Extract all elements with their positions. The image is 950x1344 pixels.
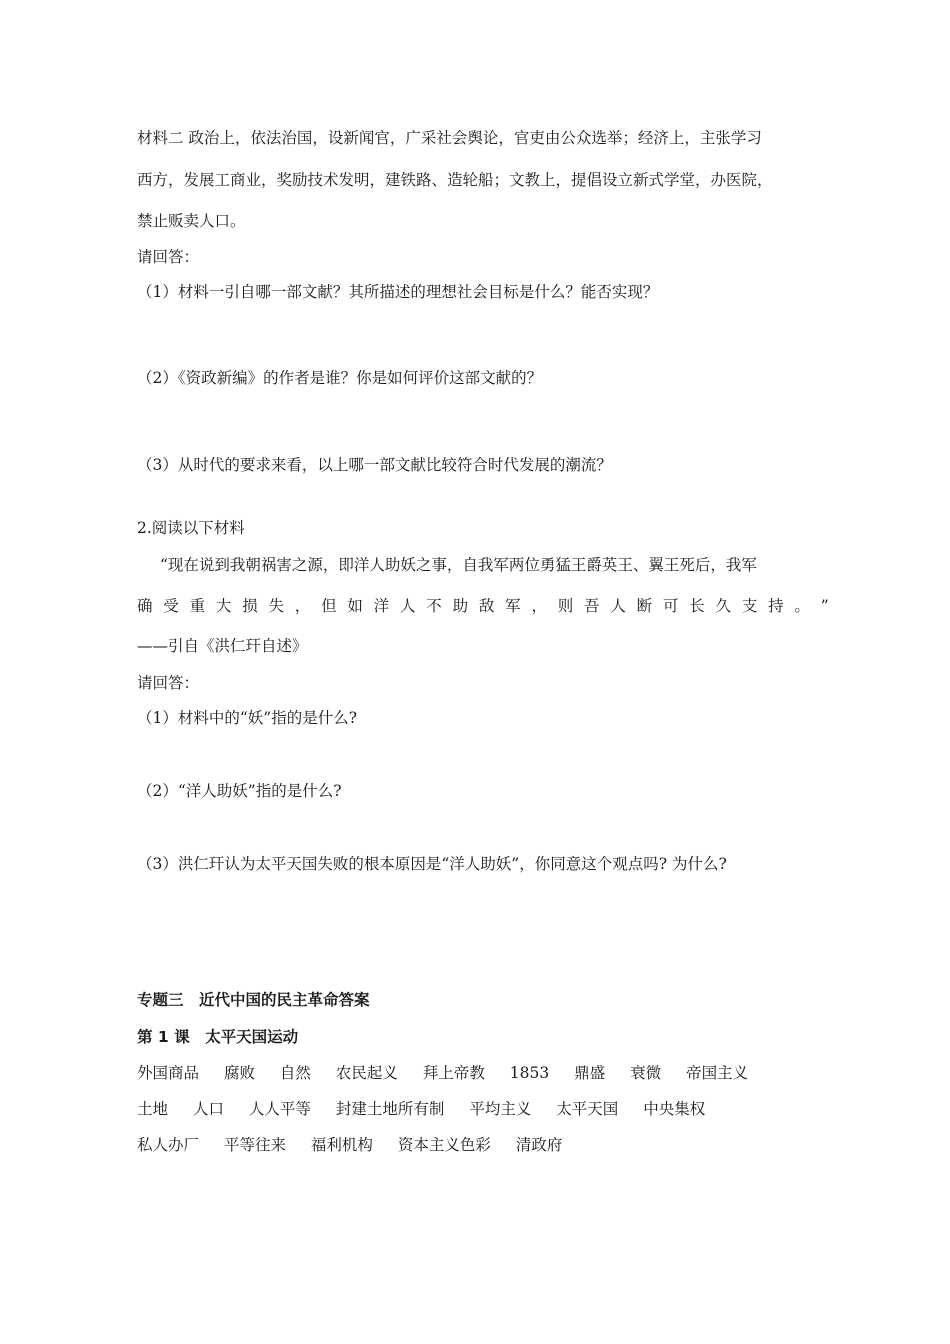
answer-word: 1853: [509, 1064, 550, 1082]
quote-char: 长: [689, 597, 705, 615]
answer-prompt: 请回答：: [137, 248, 200, 266]
answer-word: 外国商品: [137, 1064, 200, 1082]
answer-word: 福利机构: [310, 1136, 373, 1154]
quote-char: 可: [662, 597, 679, 615]
answers-title: 专题三 近代中国的民主革命答案: [137, 991, 370, 1009]
quote-char: 久: [715, 597, 732, 615]
quote-line-justified: [137, 596, 829, 616]
quote-char: 人: [610, 597, 626, 615]
answer-row: [137, 1063, 748, 1083]
answer-prompt: 请回答：: [137, 674, 200, 692]
question-item: （3）洪仁玕认为太平天国失败的根本原因是“洋人助妖”，你同意这个观点吗? 为什么?: [137, 855, 727, 873]
answer-word: 腐败: [223, 1064, 255, 1082]
quote-char: ，: [531, 597, 547, 615]
material2-line: 材料二 政治上，依法治国，设新闻官，广采社会舆论，官吏由公众选举；经济上，主张学习: [137, 129, 762, 147]
quote-char: 断: [636, 597, 653, 615]
answer-word: 清政府: [515, 1136, 563, 1154]
quote-char: 支: [741, 597, 758, 615]
answer-row: [137, 1135, 562, 1155]
answer-word: 自然: [279, 1064, 311, 1082]
answer-word: 平等往来: [223, 1136, 286, 1154]
quote-char: 大: [215, 597, 232, 615]
quote-char: 持: [768, 597, 784, 615]
question-item: （1）材料一引自哪一部文献？其所描述的理想社会目标是什么？能否实现？: [137, 283, 659, 301]
answer-row: [137, 1099, 705, 1119]
answer-word: 鼎盛: [574, 1064, 606, 1082]
answer-word: 封建土地所有制: [335, 1100, 445, 1118]
answer-word: 人口: [192, 1100, 224, 1118]
quote-char: 不: [426, 597, 442, 615]
quote-char: 如: [347, 597, 363, 615]
question-item: （2）《资政新编》的作者是谁？你是如何评价这部文献的？: [137, 369, 543, 387]
answer-word: 土地: [137, 1100, 169, 1118]
answer-word: 帝国主义: [686, 1064, 749, 1082]
quote-char: 则: [557, 597, 574, 615]
quote-char: 吾: [584, 597, 600, 615]
answer-word: 平均主义: [469, 1100, 532, 1118]
question-item: （3）从时代的要求来看，以上哪一部文献比较符合时代发展的潮流？: [137, 456, 612, 474]
quote-char: 洋: [373, 597, 390, 615]
answer-word: 农民起义: [335, 1064, 398, 1082]
material2-line: 西方，发展工商业，奖励技术发明，建铁路、造轮船；文教上，提倡设立新式学堂，办医院，: [137, 171, 773, 189]
quote-char: 受: [163, 597, 179, 615]
quote-char: ，: [294, 597, 311, 615]
quote-char: 损: [242, 597, 258, 615]
material2-line: 禁止贩卖人口。: [137, 212, 246, 230]
section-heading: 2.阅读以下材料: [137, 519, 245, 537]
quote-char: 敌: [478, 597, 495, 615]
question-item: （1）材料中的“妖”指的是什么?: [137, 709, 358, 727]
question-item: （2）“洋人助妖”指的是什么?: [137, 782, 342, 800]
lesson-title: 第 1 课 太平天国运动: [137, 1028, 299, 1046]
quote-char: 但: [321, 597, 337, 615]
answer-word: 衰微: [630, 1064, 662, 1082]
quote-char: 失: [268, 597, 284, 615]
quote-char: 人: [399, 597, 416, 615]
quote-char: ”: [820, 597, 829, 615]
quote-line: “现在说到我朝祸害之源，即洋人助妖之事，自我军两位勇猛王爵英王、翼王死后，我军: [160, 556, 757, 574]
answer-word: 人人平等: [248, 1100, 311, 1118]
quote-char: 确: [137, 597, 153, 615]
answer-word: 中央集权: [643, 1100, 706, 1118]
answer-word: 私人办厂: [137, 1136, 200, 1154]
answer-word: 太平天国: [556, 1100, 619, 1118]
answer-word: 资本主义色彩: [397, 1136, 491, 1154]
quote-char: 军: [505, 597, 521, 615]
quote-char: 。: [794, 597, 810, 615]
quote-source: ——引自《洪仁玕自述》: [137, 637, 308, 655]
quote-char: 助: [452, 597, 469, 615]
quote-char: 重: [189, 597, 206, 615]
answer-word: 拜上帝教: [422, 1064, 485, 1082]
